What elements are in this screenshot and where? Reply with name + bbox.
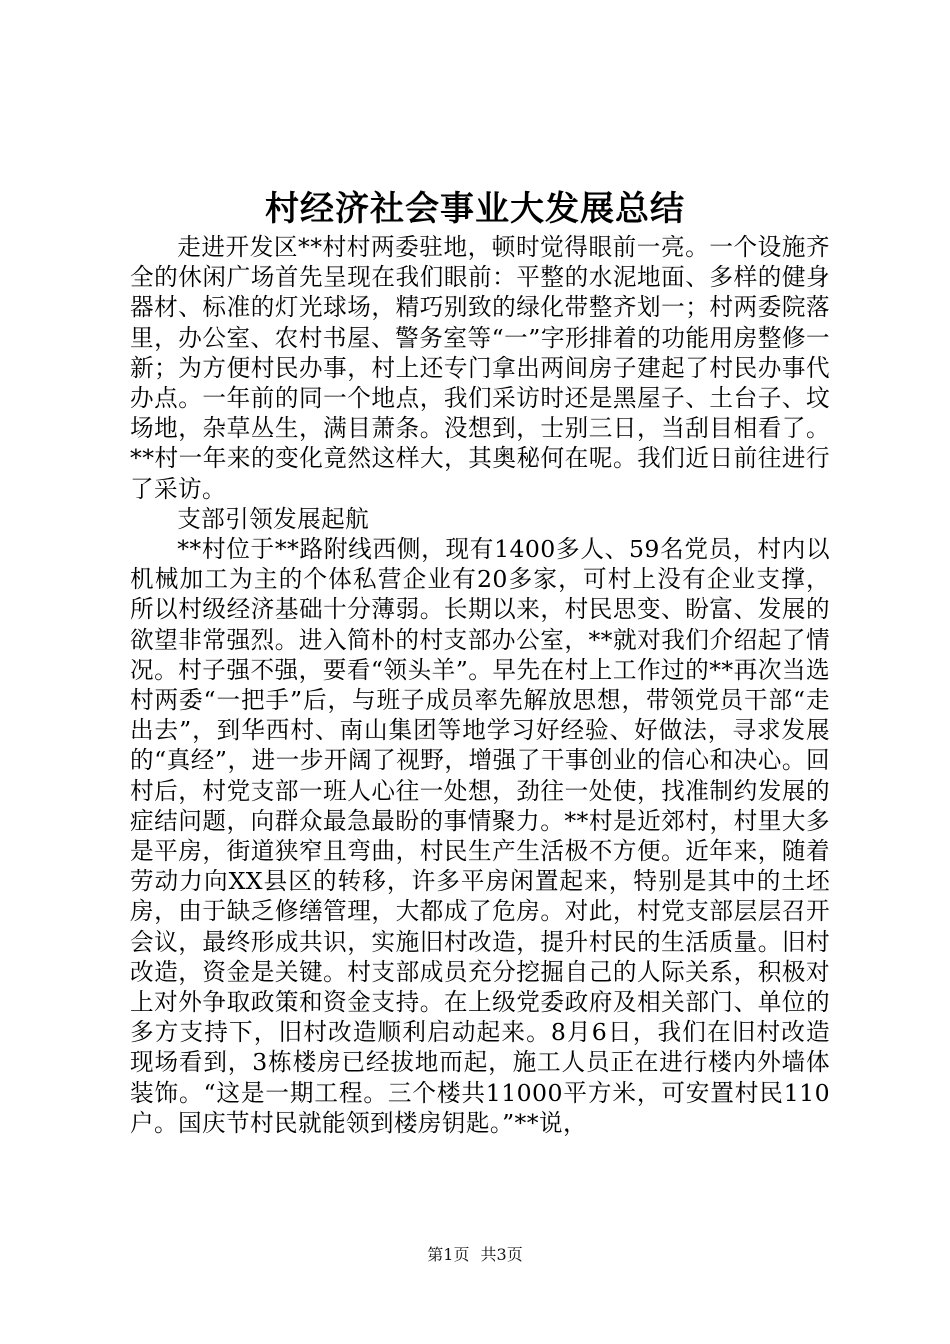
document-body [130, 232, 830, 1138]
section-paragraph: **村位于**路附线西侧，现有1400多人、59名党员，村内以机械加工为主的个体私营企业有20多家，可村上没有企业支撑，所以村级经济基础十分薄弱。长期以来，村民思变、盼富、发展的欲望非常强烈。进入简朴的村支部办公室，**就对我们介绍起了情况。村子强不强，要看“领头羊”。早先在村上工作过的**再次当选村两委“一把手”后，与班子成员率先解放思想，带领党员干部“走出去”，到华西村、南山集团等地学习好经验、好做法，寻求发展的“真经”，进一步开阔了视野，增强了干事创业的信心和决心。回村后，村党支部一班人心往一处想，劲往一处使，找准制约发展的症结问题，向群众最急最盼的事情聚力。**村是近郊村，村里大多是平房，街道狭窄且弯曲，村民生产生活极不方便。近年来，随着劳动力向XX县区的转移，许多平房闲置起来，特别是其中的土坯房，由于缺乏修缮管理，大都成了危房。对此，村党支部层层召开会议，最终形成共识，实施旧村改造，提升村民的生活质量。旧村改造，资金是关键。村支部成员充分挖掘自己的人际关系，积极对上对外争取政策和资金支持。在上级党委政府及相关部门、单位的多方支持下，旧村改造顺利启动起来。8月6日，我们在旧村改造现场看到，3栋楼房已经拔地而起，施工人员正在进行楼内外墙体装饰。“这是一期工程。三个楼共11000平方米，可安置村民110户。国庆节村民就能领到楼房钥匙。”**说， [130, 535, 830, 1137]
section-heading: 支部引领发展起航 [177, 504, 370, 533]
page-footer [0, 1245, 950, 1265]
document-title: 村经济社会事业大发展总结 [265, 189, 685, 229]
page-number: 第1页 [427, 1245, 470, 1264]
intro-paragraph: 走进开发区**村村两委驻地，顿时觉得眼前一亮。一个设施齐全的休闲广场首先呈现在我们眼前：平整的水泥地面、多样的健身器材、标准的灯光球场，精巧别致的绿化带整齐划一；村两委院落里，办公室、农村书屋、警务室等“一”字形排着的功能用房整修一新；为方便村民办事，村上还专门拿出两间房子建起了村民办事代办点。一年前的同一个地点，我们采访时还是黑屋子、土台子、坟场地，杂草丛生，满目萧条。没想到，士别三日，当刮目相看了。**村一年来的变化竟然这样大，其奥秘何在呢。我们近日前往进行了采访。 [130, 233, 830, 503]
page-total: 共3页 [480, 1245, 523, 1264]
